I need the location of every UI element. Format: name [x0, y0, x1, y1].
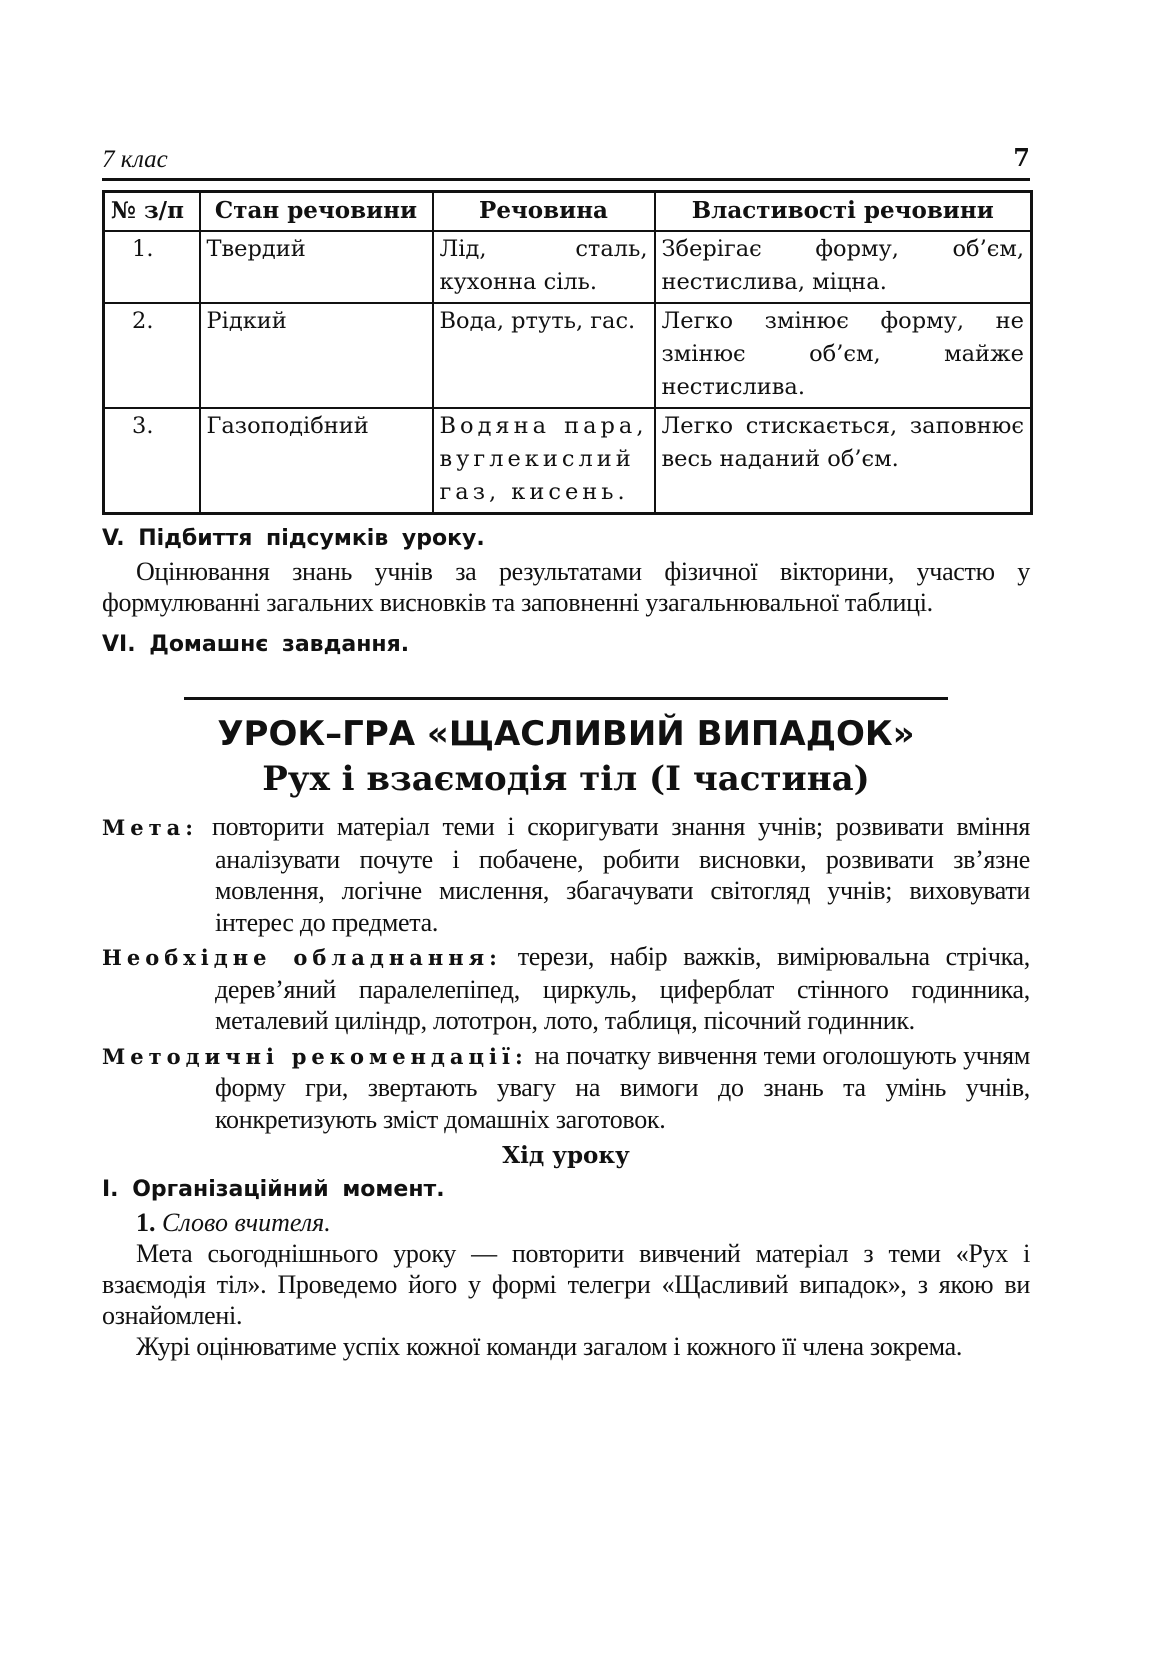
section-i-paragraph-2: Журі оцінюватиме успіх кожної команди загалом і кожного її члена зокрема. [136, 1332, 963, 1361]
item-number: 1. [136, 1208, 156, 1237]
course-heading: Хід уроку [502, 1142, 630, 1169]
row-substance: Лід, сталь, кухонна сіль. [433, 231, 655, 303]
methodical-label: Методичні рекомендації: [102, 1043, 528, 1069]
col-header-number: № з/п [104, 192, 200, 232]
row-state: Газоподібний [200, 408, 433, 514]
goal-text: повторити матеріал теми і скоригувати знання учнів; розвивати вміння аналізувати почуте і побачене, робити висновки, розвивати зв’язне мовлення, логічне мислення, збагачувати світогляд учнів; виховувати інтерес до предмета. [211, 812, 1030, 937]
row-substance: Вода, ртуть, гас. [433, 303, 655, 408]
goal-block [102, 811, 1030, 938]
running-head-class: 7 клас [102, 146, 168, 173]
section-i-heading: І. Організаційний момент. [102, 1177, 445, 1202]
row-substance: Водяна пара, вуглекислий газ, кисень. [433, 408, 655, 514]
col-header-substance: Речовина [433, 192, 655, 232]
equipment-text: терези, набір важків, вимірювальна стрічка, дерев’яний паралелепіпед, циркуль, циферблат стінного годинника, металевий циліндр, лототрон, лото, таблиця, пісочний годинник. [215, 942, 1030, 1035]
row-state: Твердий [200, 231, 433, 303]
table-row [104, 303, 1032, 408]
equipment-label: Необхідне обладнання: [102, 945, 502, 970]
lesson-title: УРОК–ГРА «ЩАСЛИВИЙ ВИПАДОК» [217, 714, 915, 754]
section-v-text: Оцінювання знань учнів за результатами фізичної вікторини, участю у формулюванні загальних висновків та заповненні узагальнювальної таблиці. [102, 557, 1030, 617]
running-head [102, 138, 1030, 181]
states-of-matter-table [102, 190, 1033, 515]
section-divider [184, 697, 948, 700]
equipment-block [102, 941, 1030, 1037]
methodical-block [102, 1040, 1030, 1136]
table-row [104, 231, 1032, 303]
goal-label: Мета: [102, 815, 198, 840]
row-number: 3. [104, 408, 200, 514]
row-number: 1. [104, 231, 200, 303]
table-row [104, 408, 1032, 514]
col-header-properties: Властивості речовини [655, 192, 1032, 232]
page [102, 138, 1030, 1362]
methodical-text: на початку вивчення теми оголошують учням форму гри, звертають увагу на вимоги до знань та умінь учнів, конкретизують зміст домашніх заготовок. [215, 1040, 1030, 1134]
row-number: 2. [104, 303, 200, 408]
section-v-heading: V. Підбиття підсумків уроку. [102, 526, 485, 551]
row-properties: Зберігає форму, об’єм, нестислива, міцна. [655, 231, 1032, 303]
item-title: Слово вчителя. [162, 1208, 331, 1237]
section-vi-heading: VI. Домашнє завдання. [102, 632, 410, 657]
table-header-row [104, 192, 1032, 232]
item-line [102, 1207, 1030, 1238]
row-properties: Легко змінює форму, не змінює об’єм, майже нестислива. [655, 303, 1032, 408]
row-properties: Легко стискається, заповнює весь наданий об’єм. [655, 408, 1032, 514]
col-header-state: Стан речовини [200, 192, 433, 232]
page-number: 7 [1013, 143, 1030, 172]
section-i-paragraph-1: Мета сьогоднішнього уроку — повторити вивчений матеріал з теми «Рух і взаємодія тіл». Проведемо його у формі телегри «Щасливий випадок», з якою ви ознайомлені. [102, 1239, 1030, 1330]
row-state: Рідкий [200, 303, 433, 408]
lesson-subtitle: Рух і взаємодія тіл (І частина) [262, 759, 870, 799]
